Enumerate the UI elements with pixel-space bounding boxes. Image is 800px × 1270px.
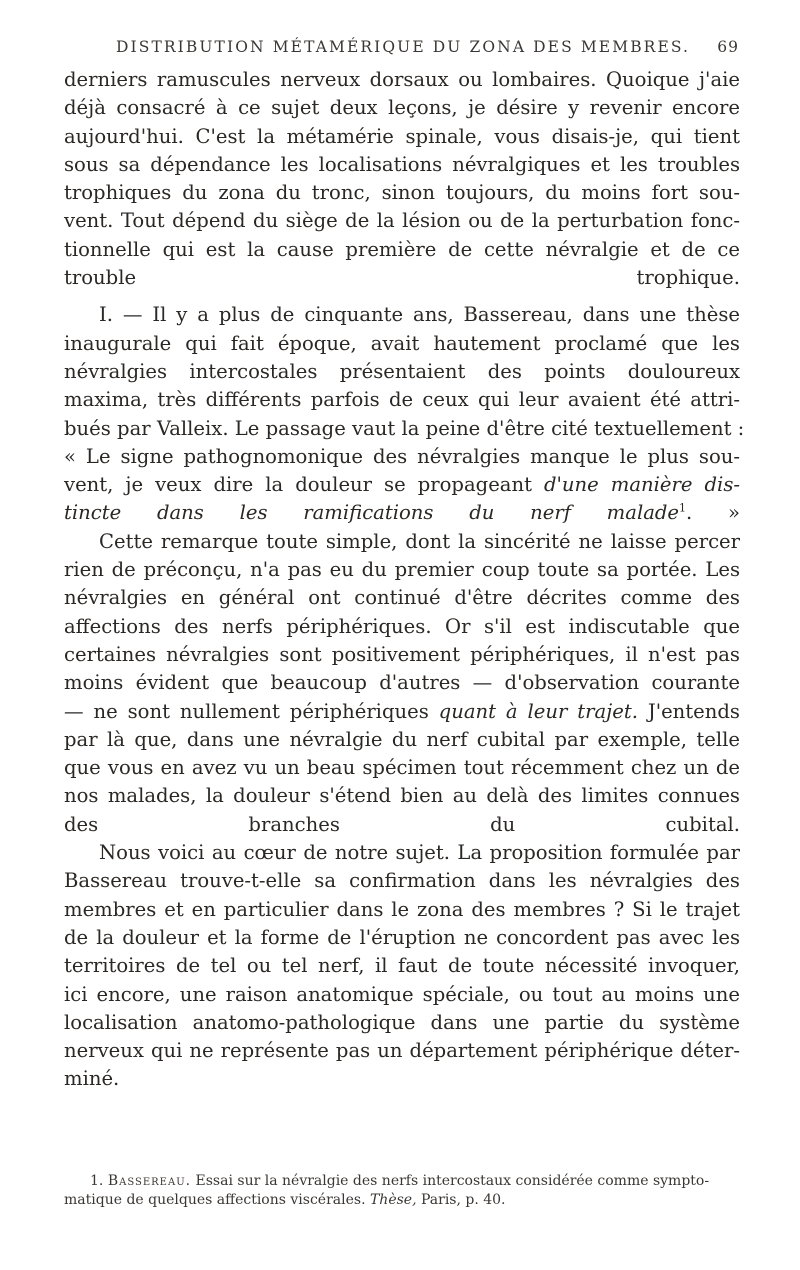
italic-text: d'une manière dis- — [544, 473, 740, 497]
text-line: vent. Tout dépend du siège de la lésion ou de la perturbation fonc- — [64, 209, 740, 233]
text-line — [64, 471, 740, 499]
text-line: Nous voici au cœur de notre sujet. La proposition formulée par — [99, 841, 740, 865]
footnote-author: Bassereau. — [107, 1173, 192, 1189]
text-line: miné. — [64, 1067, 120, 1091]
text-line: trouble trophique. — [64, 266, 740, 290]
paragraph-3 — [64, 528, 740, 839]
text-span: J'entends — [647, 699, 740, 723]
italic-text: quant à leur trajet. — [438, 699, 638, 723]
page-number: 69 — [717, 38, 739, 56]
text-line — [64, 499, 740, 527]
text-span: — ne sont nullement périphériques — [64, 699, 429, 723]
text-line: ici encore, une raison anatomique spéciale, ou tout au moins une — [64, 982, 740, 1006]
text-line: territoires de tel ou tel nerf, il faut de toute nécessité invoquer, — [64, 954, 740, 978]
footnote-text — [64, 1172, 740, 1210]
text-line: trophiques du zona du tronc, sinon toujours, du moins fort sou- — [64, 181, 740, 205]
footnote-line: Essai sur la névralgie des nerfs intercostaux considérée comme sympto- — [195, 1173, 710, 1189]
text-line: moins évident que beaucoup d'autres — d'observation courante — [64, 671, 740, 695]
text-line: rien de préconçu, n'a pas eu du premier coup toute sa portée. Les — [64, 558, 740, 582]
text-line: derniers ramuscules nerveux dorsaux ou lombaires. Quoique j'aie — [64, 68, 740, 91]
text-line: maxima, très différents parfois de ceux qui leur avaient été attri- — [64, 388, 740, 412]
text-line: névralgies intercostales présentaient des points douloureux — [64, 359, 740, 383]
running-title: DISTRIBUTION MÉTAMÉRIQUE DU ZONA DES MEMBRES. — [116, 38, 691, 56]
text-line: de la douleur et la forme de l'éruption ne concordent pas avec les — [64, 925, 740, 949]
text-line: des branches du cubital. — [64, 812, 740, 836]
italic-text: Thèse, — [369, 1192, 417, 1208]
text-line: membres et en particulier dans le zona des membres ? Si le trajet — [64, 897, 740, 921]
text-line: aujourd'hui. C'est la métamérie spinale, vous disais-je, qui tient — [64, 124, 740, 148]
text-line: certaines névralgies sont positivement périphériques, il n'est pas — [64, 642, 740, 666]
text-line: que vous en avez vu un beau spécimen tout récemment chez un de — [64, 756, 740, 780]
text-line: par là que, dans une névralgie du nerf cubital par exemple, telle — [64, 727, 740, 751]
footnote — [64, 1172, 740, 1210]
text-line: « Le signe pathognomonique des névralgies manque le plus sou- — [64, 444, 740, 468]
text-line: localisation anatomo-pathologique dans une partie du système — [64, 1010, 740, 1034]
paragraph-1 — [64, 66, 740, 292]
text-line: I. — Il y a plus de cinquante ans, Bassereau, dans une thèse — [99, 303, 740, 327]
paragraph-4 — [64, 839, 740, 1094]
text-line: tionnelle qui est la cause première de cette névralgie et de ce — [64, 237, 740, 261]
body-text — [64, 66, 745, 1094]
paragraph-2 — [64, 301, 745, 527]
text-line: affections des nerfs périphériques. Or s'il est indiscutable que — [64, 614, 740, 638]
text-line: Bassereau trouve-t-elle sa confirmation dans les névralgies des — [64, 869, 740, 893]
text-line: nerveux qui ne représente pas un département périphérique déter- — [64, 1039, 740, 1063]
text-line: inaugurale qui fait époque, avait hautement proclamé que les — [64, 331, 740, 355]
text-line: Cette remarque toute simple, dont la sincérité ne laisse percer — [99, 529, 740, 553]
text-line: sous sa dépendance les localisations névralgiques et les troubles — [64, 152, 740, 176]
italic-text: tincte dans les ramifications du nerf malade — [64, 501, 680, 525]
footnote-reference[interactable]: 1 — [679, 501, 687, 515]
text-line: névralgies en général ont continué d'être décrites comme des — [64, 586, 740, 610]
page-header — [64, 38, 739, 62]
text-span: vent, je veux dire la douleur se propageant — [64, 473, 532, 497]
footnote-line: Paris, p. 40. — [420, 1192, 506, 1208]
text-line — [64, 698, 740, 726]
footnote-number: 1. — [90, 1173, 104, 1189]
text-line: déjà consacré à ce sujet deux leçons, je désire y revenir encore — [64, 96, 740, 120]
text-span: . » — [686, 501, 740, 525]
text-line: nos malades, la douleur s'étend bien au delà des limites connues — [64, 784, 740, 808]
text-line: bués par Valleix. Le passage vaut la peine d'être cité textuellement : — [64, 416, 745, 440]
footnote-line: matique de quelques affections viscérales. — [64, 1192, 366, 1208]
